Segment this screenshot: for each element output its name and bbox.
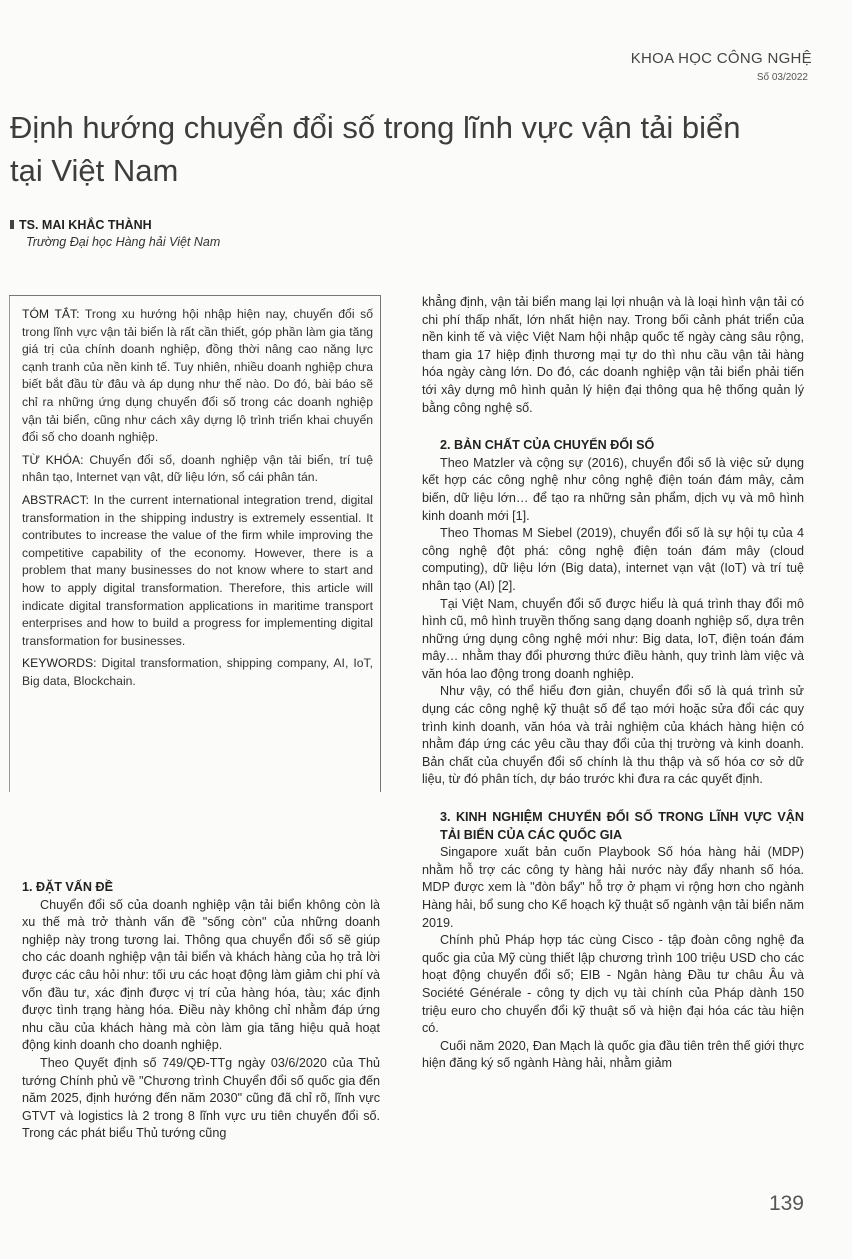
article-title [10, 106, 810, 192]
page-number: 139 [768, 1192, 804, 1215]
summary-vi: TÓM TẮT: Trong xu hướng hội nhập hiện nay, chuyển đổi số trong lĩnh vực vận tải biển là rất cần thiết, góp phần làm gia tăng giá trị của chính doanh nghiệp, đồng thời nâng cao năng lực cạnh tranh của nền kinh tế. Tuy nhiên, nhiều doanh nghiệp chưa biết bắt đầu từ đâu và áp dụng như thế nào. Do đó, bài báo sẽ chỉ ra những ứng dụng chuyển đổi số trong các doanh nghiệp vận tải biển, cũng như cách xây dựng lộ trình triển khai chuyển đổi số cho doanh nghiệp. [22, 307, 373, 445]
right-column [422, 294, 804, 1073]
square-bullet-icon [10, 220, 14, 229]
keywords-vi: TỪ KHÓA: Chuyển đổi số, doanh nghiệp vận tải biển, trí tuệ nhân tạo, Internet vạn vật, dữ liệu lớn, sổ cái phân tán. [22, 452, 373, 485]
paragraph: Theo Quyết định số 749/QĐ-TTg ngày 03/6/2020 của Thủ tướng Chính phủ về "Chương trình Chuyển đổi số quốc gia đến năm 2025, định hướng đến năm 2030" cũng đã chỉ rõ, lĩnh vực GTVT và logistics là 2 trong 8 lĩnh vực ưu tiên chuyển đổi số. Trong các phát biểu Thủ tướng cũng [22, 1055, 380, 1141]
paragraph: Theo Thomas M Siebel (2019), chuyển đổi số là sự hội tụ của 4 công nghệ đột phá: công nghệ điện toán đám mây (cloud computing), dữ liệu lớn (Big data), internet vạn vật (IoT) và trí tuệ nhân tạo (AI) [2]. [422, 526, 804, 593]
author-affiliation: Trường Đại học Hàng hải Việt Nam [26, 235, 221, 249]
paragraph: Singapore xuất bản cuốn Playbook Số hóa hàng hải (MDP) nhằm hỗ trợ các công ty hàng hải nước này đẩy nhanh số hóa. MDP được xem là "đòn bẩy" hỗ trợ ở phạm vi rộng hơn cho ngành Hàng hải, bổ sung cho Kế hoạch kỹ thuật số ngành vận tải biển năm 2019. [422, 845, 804, 930]
author-name: TS. MAI KHẮC THÀNH [10, 218, 152, 232]
paragraph: Như vậy, có thể hiểu đơn giản, chuyển đổi số là quá trình sử dụng các công nghệ kỹ thuật số để tạo mới hoặc sửa đổi các quy trình kinh doanh, văn hóa và trải nghiệm của khách hàng hiện có nhằm đáp ứng các yêu cầu thay đổi của thị trường và kinh doanh. Bản chất của chuyển đổi số chính là thu thập và số hóa cơ sở dữ liệu, từ đó phân tích, dự báo trước khi đưa ra các quyết định. [422, 684, 804, 787]
paragraph: Tại Việt Nam, chuyển đổi số được hiểu là quá trình thay đổi mô hình cũ, mô hình truyền thống sang dạng doanh nghiệp số, dựa trên những ứng dụng công nghệ mới như: Big data, IoT, điện toán đám mây… nhằm thay đổi phương thức điều hành, quy trình làm việc và văn hóa lao động trong doanh nghiệp. [422, 596, 804, 681]
title-line-2: tại Việt Nam [10, 153, 179, 188]
issue-number: Số 03/2022 [756, 72, 808, 83]
journal-section-header: KHOA HỌC CÔNG NGHỆ [630, 50, 812, 67]
left-column [22, 879, 380, 1143]
abstract-en: ABSTRACT: In the current international integration trend, digital transformation in the shipping industry is extremely essential. It contributes to increase the value of the firm while improving the competitive capability of the economy. However, there is a problem that many businesses do not know where to start and how to apply digital transformation. Therefore, this article will indicate digital transformation applications in maritime transport enterprises and how to build a progress for implementing digital transformation for businesses. [22, 492, 373, 648]
abstract-box [9, 295, 381, 792]
paragraph: Chuyển đổi số của doanh nghiệp vận tải biển không còn là xu thế mà trở thành vấn đề "sống còn" của những doanh nghiệp này trong tương lai. Thông qua chuyển đổi số sẽ giúp cho các doanh nghiệp vận tải biển và khách hàng của họ trả lời được các câu hỏi như: tối ưu các hoạt động làm giảm chi phí và vốn đầu tư, xác định được vị trí của hàng hóa, tàu; xác định được tình trạng hàng hóa. Điều này không chỉ nhằm đáp ứng nhu cầu của khách hàng mà còn làm gia tăng hiệu quả hoạt động kinh doanh cho doanh nghiệp. [22, 897, 380, 1053]
paragraph: khẳng định, vận tải biển mang lại lợi nhuận và là loại hình vận tải có chi phí thấp nhất, lớn nhất hiện nay. Trong bối cảnh phát triển của nền kinh tế và việc Việt Nam hội nhập quốc tế ngày càng sâu rộng, tham gia 17 hiệp định thương mại tự do thì nhu cầu vận tải hàng hóa ngày càng lớn. Do đó, các doanh nghiệp vận tải biển phải tiến tới xây dựng mô hình quản lý hiện đại thông qua hệ thống quản lý bằng công nghệ số. [422, 295, 804, 415]
paragraph: Cuối năm 2020, Đan Mạch là quốc gia đầu tiên trên thế giới thực hiện đăng ký số ngành Hàng hải, nhằm giảm [422, 1038, 804, 1071]
section-heading-3: 3. KINH NGHIỆM CHUYỂN ĐỔI SỐ TRONG LĨNH VỰC VẬN TẢI BIỂN CỦA CÁC QUỐC GIA [440, 810, 804, 842]
section-heading-2: 2. BẢN CHẤT CỦA CHUYỂN ĐỔI SỐ [440, 438, 655, 453]
section-heading-1: 1. ĐẶT VẤN ĐỀ [22, 880, 113, 894]
paragraph: Chính phủ Pháp hợp tác cùng Cisco - tập đoàn công nghệ đa quốc gia của Mỹ cùng thiết lập chương trình 100 triệu USD cho các hoạt động chuyển đổi số; EIB - Ngân hàng Đầu tư châu Âu và Société Générale - công ty dịch vụ tài chính của Pháp dành 150 triệu euro cho chuyển đổi kỹ thuật số và hiện đại hóa các tàu hiện có. [422, 933, 804, 1036]
paragraph: Theo Matzler và cộng sự (2016), chuyển đổi số là việc sử dụng kết hợp các công nghệ như công nghệ điện toán đám mây, cảm biến, dữ liệu lớn… để tạo ra những sản phẩm, dịch vụ và mô hình kinh doanh mới [1]. [422, 455, 804, 523]
keywords-en: KEYWORDS: Digital transformation, shipping company, AI, IoT, Big data, Blockchain. [22, 656, 373, 688]
title-line-1: Định hướng chuyển đổi số trong lĩnh vực vận tải biển [10, 110, 741, 145]
